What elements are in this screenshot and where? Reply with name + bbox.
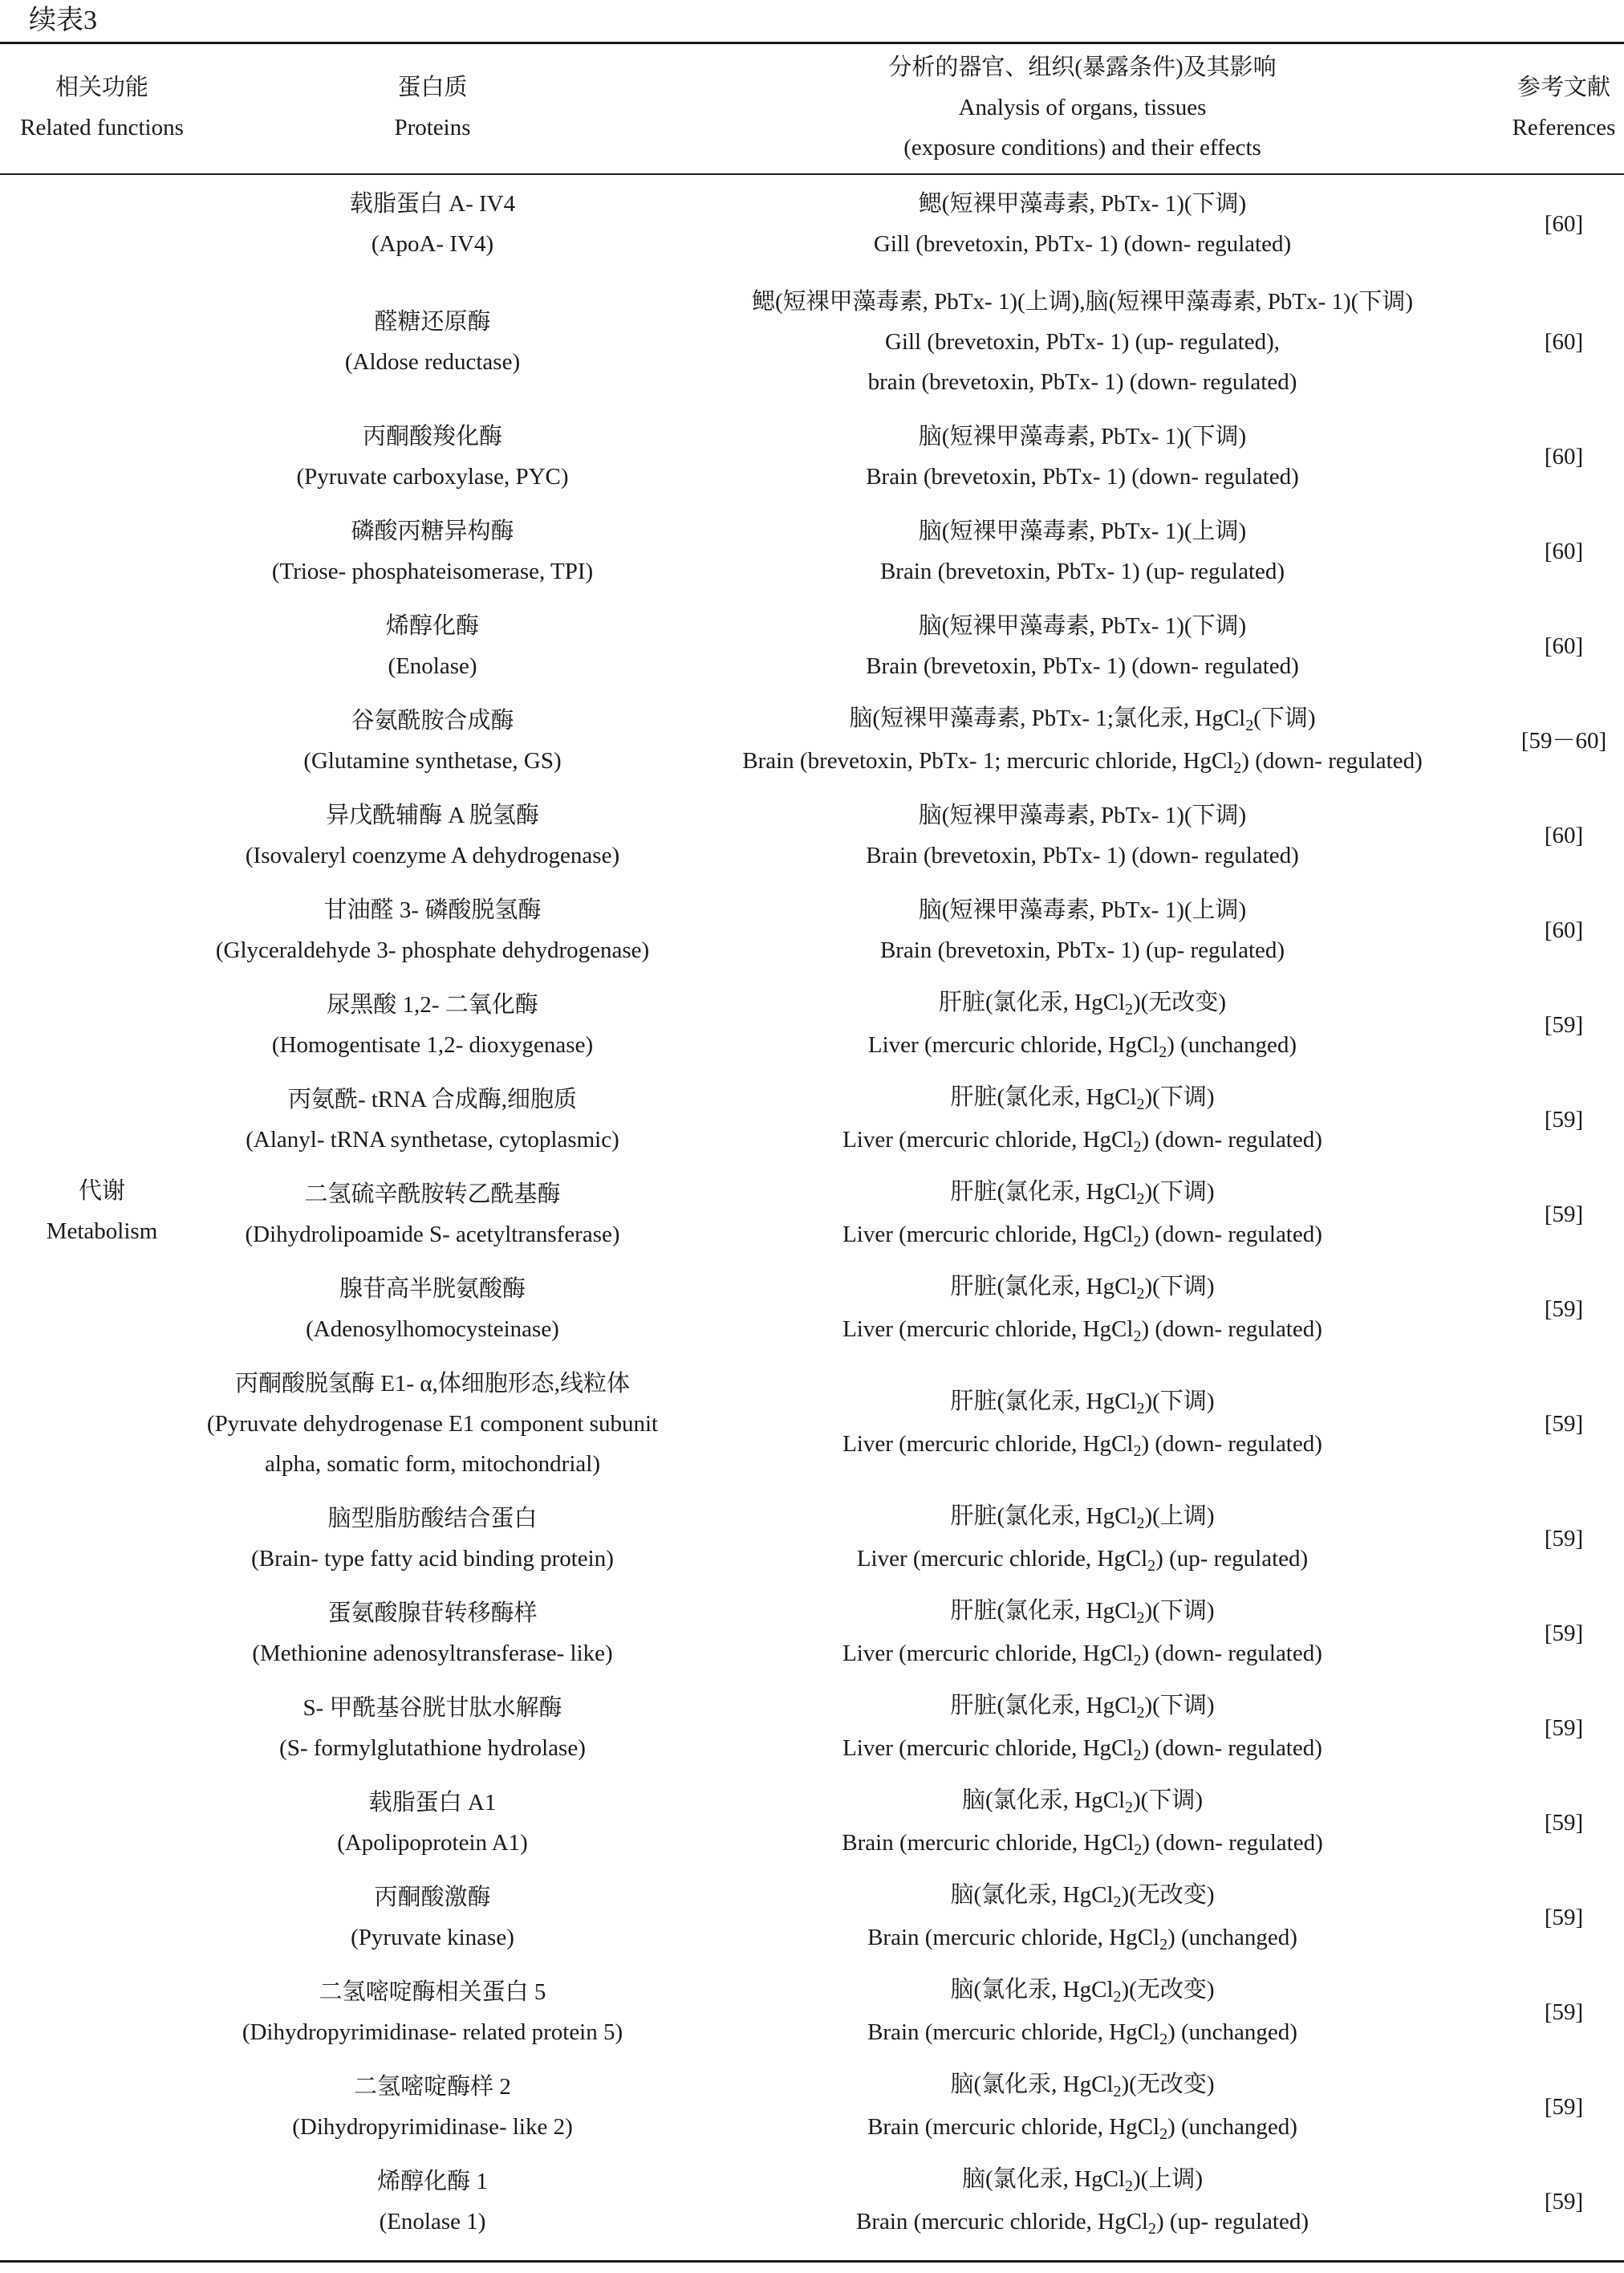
reference-cell: [60] — [1544, 633, 1584, 659]
protein-cell: 脑型脂肪酸结合蛋白 (Brain- type fatty acid binding protein) — [251, 1506, 614, 1572]
subscript: 2 — [1136, 1609, 1145, 1627]
subscript: 2 — [1136, 1704, 1145, 1722]
protein-cell: 丙酮酸羧化酶 (Pyruvate carboxylase, PYC) — [296, 424, 569, 490]
bottom-rule — [0, 2260, 1624, 2263]
reference-cell: [60] — [1544, 211, 1584, 237]
analysis-cell: 脑(氯化汞, HgCl$_2$)(上调) Brain (mercuric chloride, HgCl$_2$) (up- regulated) — [855, 2166, 1309, 2238]
reference-cell: [60] — [1544, 823, 1584, 848]
table-row — [0, 1262, 1624, 1356]
table-body — [0, 173, 1624, 2249]
protein-cell: 醛糖还原酶 (Aldose reductase) — [344, 309, 521, 375]
subscript: 2 — [1113, 1893, 1122, 1911]
table-row — [0, 1586, 1624, 1681]
analysis-cell: 脑(短裸甲藻毒素, PbTx- 1)(下调) Brain (brevetoxin, PbTx- 1) (down- regulated) — [866, 613, 1299, 679]
group-cell-metabolism: 代谢 Metabolism — [46, 1178, 158, 1244]
subscript: 2 — [1125, 2177, 1134, 2195]
subscript: 2 — [1113, 1988, 1122, 2006]
table-row — [0, 1072, 1624, 1167]
reference-cell: [59] — [1544, 1296, 1584, 1322]
analysis-cell: 肝脏(氯化汞, HgCl$_2$)(下调) Liver (mercuric chloride, HgCl$_2$) (down- regulated) — [842, 1693, 1322, 1764]
subscript: 2 — [1113, 2083, 1122, 2100]
analysis-cell: 脑(短裸甲藻毒素, PbTx- 1)(上调) Brain (brevetoxin, PbTx- 1) (up- regulated) — [879, 518, 1285, 584]
protein-cell: 二氢嘧啶酶相关蛋白 5 (Dihydropyrimidinase- related protein 5) — [242, 1979, 623, 2045]
subscript: 2 — [1147, 2220, 1156, 2238]
analysis-cell: 肝脏(氯化汞, HgCl$_2$)(无改变) Liver (mercuric chloride, HgCl$_2$) (unchanged) — [867, 990, 1297, 1061]
subscript: 2 — [1125, 1001, 1134, 1019]
subscript: 2 — [1159, 2031, 1168, 2048]
protein-cell: 蛋氨酸腺苷转移酶样 (Methionine adenosyltransferase- like) — [252, 1600, 613, 1666]
subscript: 2 — [1125, 1799, 1134, 1816]
subscript: 2 — [1133, 1233, 1142, 1250]
table-row — [0, 1965, 1624, 2060]
subscript: 2 — [1159, 1936, 1168, 1954]
header-proteins: 蛋白质 Proteins — [394, 75, 471, 140]
analysis-cell: 鳃(短裸甲藻毒素, PbTx- 1)(下调) Gill (brevetoxin, PbTx- 1) (down- regulated) — [873, 191, 1292, 257]
protein-cell: 二氢硫辛酰胺转乙酰基酶 (Dihydrolipoamide S- acetyltransferase) — [245, 1181, 620, 1247]
analysis-cell: 肝脏(氯化汞, HgCl$_2$)(下调) Liver (mercuric chloride, HgCl$_2$) (down- regulated) — [842, 1179, 1322, 1250]
analysis-cell: 脑(氯化汞, HgCl$_2$)(下调) Brain (mercuric chloride, HgCl$_2$) (down- regulated) — [842, 1787, 1323, 1859]
subscript: 2 — [1136, 1190, 1145, 1208]
table-row — [0, 1491, 1624, 1586]
analysis-cell: 脑(短裸甲藻毒素, PbTx- 1)(下调) Brain (brevetoxin, PbTx- 1) (down- regulated) — [866, 803, 1299, 868]
header-row — [0, 42, 1624, 173]
reference-cell: [59] — [1544, 1202, 1584, 1227]
analysis-cell: 脑(短裸甲藻毒素, PbTx- 1)(下调) Brain (brevetoxin, PbTx- 1) (down- regulated) — [866, 424, 1299, 490]
data-table — [0, 42, 1624, 2249]
analysis-cell: 肝脏(氯化汞, HgCl$_2$)(下调) Liver (mercuric chloride, HgCl$_2$) (down- regulated) — [842, 1274, 1322, 1345]
reference-cell: [59] — [1544, 2189, 1584, 2214]
reference-cell: [59] — [1544, 2094, 1584, 2120]
subscript: 2 — [1136, 1096, 1145, 1113]
analysis-cell: 肝脏(氯化汞, HgCl$_2$)(下调) Liver (mercuric chloride, HgCl$_2$) (down- regulated) — [842, 1084, 1322, 1156]
table-row — [0, 504, 1624, 599]
header-references: 参考文献 References — [1512, 75, 1616, 140]
subscript: 2 — [1133, 1138, 1142, 1156]
subscript: 2 — [1159, 2125, 1168, 2143]
table-row — [0, 173, 1624, 274]
table-row — [0, 1681, 1624, 1775]
table-row — [0, 1356, 1624, 1491]
table-row — [0, 1775, 1624, 1870]
reference-cell: [59] — [1544, 1810, 1584, 1836]
protein-cell: 丙酮酸脱氢酶 E1- α,体细胞形态,线粒体 (Pyruvate dehydrogenase E1 component subunit alpha, somatic form, mitochondrial) — [206, 1371, 659, 1477]
table-row — [0, 1167, 1624, 1262]
subscript: 2 — [1136, 1515, 1145, 1532]
reference-cell: [59] — [1544, 1620, 1584, 1646]
table-row — [0, 2060, 1624, 2154]
protein-cell: 烯醇化酶 (Enolase) — [385, 613, 479, 679]
reference-cell: [60] — [1544, 329, 1584, 355]
protein-cell: 丙氨酰- tRNA 合成酶,细胞质 (Alanyl- tRNA synthetase, cytoplasmic) — [246, 1087, 619, 1153]
header-functions: 相关功能 Related functions — [20, 75, 184, 140]
subscript: 2 — [1133, 1328, 1142, 1345]
protein-cell: 丙酮酸激酶 (Pyruvate kinase) — [351, 1885, 514, 1950]
subscript: 2 — [1133, 1652, 1142, 1669]
analysis-cell: 脑(短裸甲藻毒素, PbTx- 1;氯化汞, HgCl$_2$(下调) Brain (brevetoxin, PbTx- 1; mercuric chloride, HgCl$_2$) (down- regulated) — [742, 705, 1423, 777]
subscript: 2 — [1136, 1285, 1145, 1303]
table-row — [0, 1870, 1624, 1965]
reference-cell: [59－60] — [1520, 728, 1607, 754]
protein-cell: 烯醇化酶 1 (Enolase 1) — [377, 2169, 488, 2234]
reference-cell: [59] — [1544, 1012, 1584, 1038]
protein-cell: 载脂蛋白 A1 (Apolipoprotein A1) — [337, 1790, 528, 1856]
analysis-cell: 脑(短裸甲藻毒素, PbTx- 1)(上调) Brain (brevetoxin, PbTx- 1) (up- regulated) — [879, 897, 1285, 963]
table-row — [0, 788, 1624, 883]
table-row — [0, 693, 1624, 788]
protein-cell: 磷酸丙糖异构酶 (Triose- phosphateisomerase, TPI) — [271, 518, 594, 584]
subscript: 2 — [1233, 759, 1242, 777]
analysis-cell: 鳃(短裸甲藻毒素, PbTx- 1)(上调),脑(短裸甲藻毒素, PbTx- 1)(下调) Gill (brevetoxin, PbTx- 1) (up- regulated), brain (brevetoxin, PbTx- 1) (down- regulated) — [751, 289, 1413, 395]
reference-cell: [59] — [1544, 1526, 1584, 1551]
table-row — [0, 883, 1624, 978]
reference-cell: [59] — [1544, 1999, 1584, 2025]
subscript: 2 — [1245, 717, 1254, 734]
reference-cell: [59] — [1544, 1107, 1584, 1132]
reference-cell: [59] — [1544, 1905, 1584, 1930]
reference-cell: [60] — [1544, 444, 1584, 470]
subscript: 2 — [1159, 1043, 1167, 1061]
reference-cell: [59] — [1544, 1715, 1584, 1741]
analysis-cell: 肝脏(氯化汞, HgCl$_2$)(上调) Liver (mercuric chloride, HgCl$_2$) (up- regulated) — [856, 1503, 1309, 1575]
table-caption: 续表3 — [29, 6, 97, 35]
subscript: 2 — [1134, 1841, 1143, 1859]
reference-cell: [60] — [1544, 539, 1584, 564]
analysis-cell: 肝脏(氯化汞, HgCl$_2$)(下调) Liver (mercuric chloride, HgCl$_2$) (down- regulated) — [842, 1389, 1322, 1460]
subscript: 2 — [1136, 1400, 1145, 1417]
header-analysis: 分析的器官、组织(暴露条件)及其影响 Analysis of organs, tissues (exposure conditions) and their effects — [888, 55, 1277, 161]
table-row — [0, 274, 1624, 409]
analysis-cell: 肝脏(氯化汞, HgCl$_2$)(下调) Liver (mercuric chloride, HgCl$_2$) (down- regulated) — [842, 1598, 1322, 1669]
protein-cell: 载脂蛋白 A- IV4 (ApoA- IV4) — [349, 191, 516, 257]
protein-cell: 尿黑酸 1,2- 二氧化酶 (Homogentisate 1,2- dioxygenase) — [271, 992, 594, 1058]
table-row — [0, 409, 1624, 504]
protein-cell: 谷氨酰胺合成酶 (Glutamine synthetase, GS) — [303, 708, 562, 774]
analysis-cell: 脑(氯化汞, HgCl$_2$)(无改变) Brain (mercuric chloride, HgCl$_2$) (unchanged) — [867, 1882, 1297, 1954]
subscript: 2 — [1133, 1746, 1142, 1764]
reference-cell: [59] — [1544, 1411, 1584, 1437]
subscript: 2 — [1147, 1557, 1156, 1575]
analysis-cell: 脑(氯化汞, HgCl$_2$)(无改变) Brain (mercuric chloride, HgCl$_2$) (unchanged) — [867, 1977, 1297, 2048]
protein-cell: 甘油醛 3- 磷酸脱氢酶 (Glyceraldehyde 3- phosphate dehydrogenase) — [215, 897, 650, 963]
table-row — [0, 599, 1624, 693]
protein-cell: 异戊酰辅酶 A 脱氢酶 (Isovaleryl coenzyme A dehydrogenase) — [245, 803, 620, 868]
protein-cell: 二氢嘧啶酶样 2 (Dihydropyrimidinase- like 2) — [292, 2074, 573, 2140]
protein-cell: S- 甲酰基谷胱甘肽水解酶 (S- formylglutathione hydrolase) — [279, 1695, 586, 1761]
subscript: 2 — [1133, 1442, 1142, 1460]
reference-cell: [60] — [1544, 917, 1584, 943]
table-row — [0, 2154, 1624, 2249]
protein-cell: 腺苷高半胱氨酸酶 (Adenosylhomocysteinase) — [306, 1276, 559, 1342]
table-row — [0, 978, 1624, 1072]
analysis-cell: 脑(氯化汞, HgCl$_2$)(无改变) Brain (mercuric chloride, HgCl$_2$) (unchanged) — [867, 2072, 1297, 2143]
